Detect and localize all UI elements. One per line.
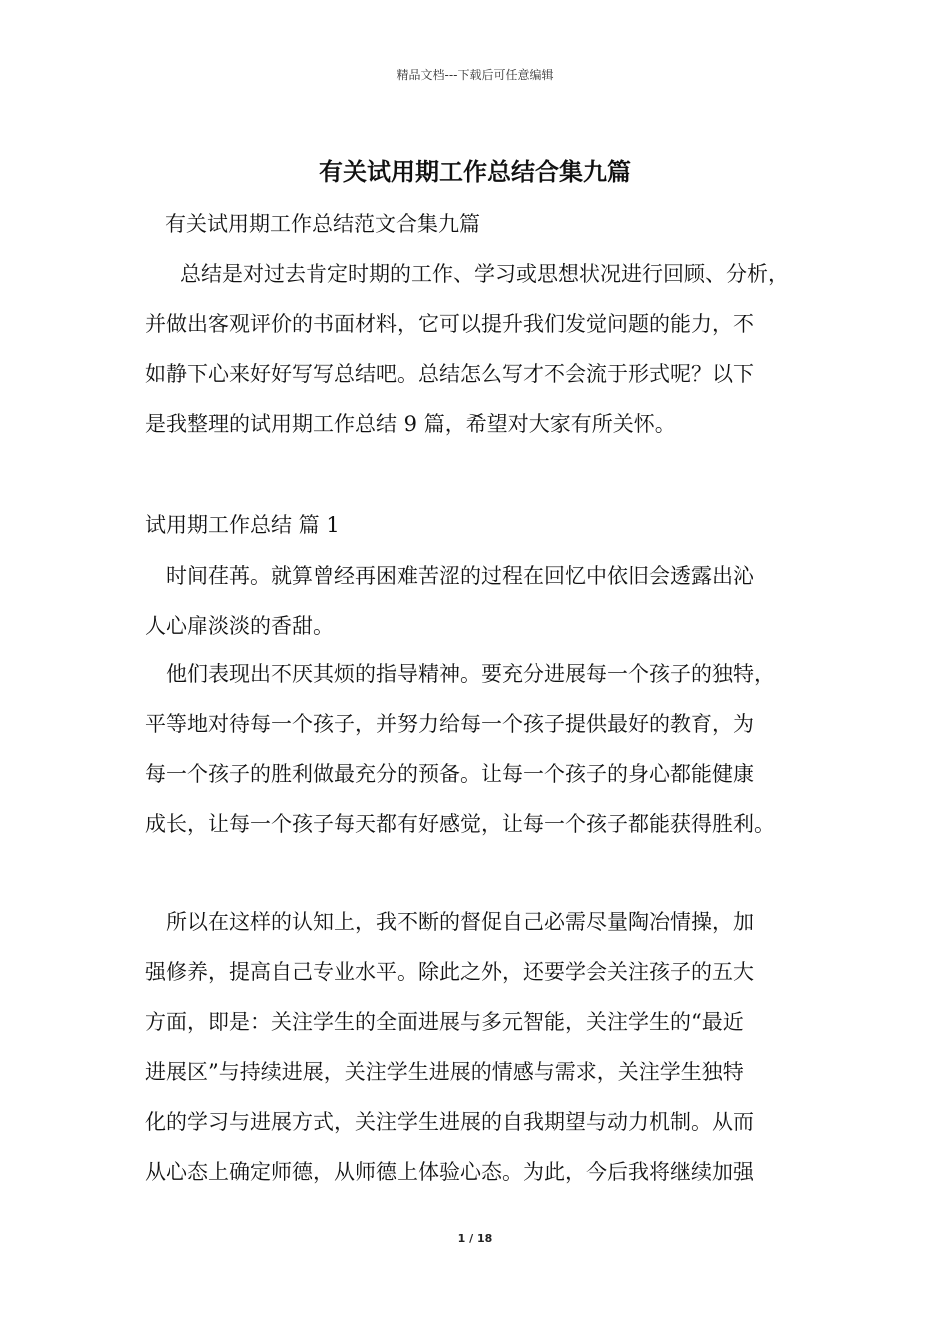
page-number: 1 / 18 [457,1232,493,1245]
intro-line: 是我整理的试用期工作总结 9 篇，希望对大家有所关怀。 [145,412,676,436]
intro-line: 并做出客观评价的书面材料，它可以提升我们发觉问题的能力，不 [145,312,754,336]
paragraph-line: 他们表现出不厌其烦的指导精神。要充分进展每一个孩子的独特， [166,662,775,686]
paragraph-line: 所以在这样的认知上，我不断的督促自己必需尽量陶冶情操，加 [166,910,754,934]
paragraph-line: 化的学习与进展方式，关注学生进展的自我期望与动力机制。从而 [145,1110,754,1134]
section-heading: 试用期工作总结 篇 1 [145,513,340,537]
header-note: 精品文档---下载后可任意编辑 [396,68,554,82]
paragraph-line: 方面，即是：关注学生的全面进展与多元智能，关注学生的“最近 [145,1010,744,1034]
intro-line: 总结是对过去肯定时期的工作、学习或思想状况进行回顾、分析， [180,262,789,286]
paragraph-line: 强修养，提高自己专业水平。除此之外，还要学会关注孩子的五大 [145,960,754,984]
paragraph-line: 时间荏苒。就算曾经再困难苦涩的过程在回忆中依旧会透露出沁 [166,564,754,588]
paragraph-line: 每一个孩子的胜利做最充分的预备。让每一个孩子的身心都能健康 [145,762,754,786]
paragraph-line: 成长，让每一个孩子每天都有好感觉，让每一个孩子都能获得胜利。 [145,812,775,836]
intro-line: 如静下心来好好写写总结吧。总结怎么写才不会流于形式呢？以下 [145,362,754,386]
paragraph-line: 人心扉淡淡的香甜。 [145,614,334,638]
paragraph-line: 平等地对待每一个孩子，并努力给每一个孩子提供最好的教育，为 [145,712,754,736]
paragraph-line: 从心态上确定师德，从师德上体验心态。为此，今后我将继续加强 [145,1160,754,1184]
paragraph-line: 进展区”与持续进展，关注学生进展的情感与需求，关注学生独特 [145,1060,744,1084]
document-subtitle: 有关试用期工作总结范文合集九篇 [165,212,480,236]
document-title: 有关试用期工作总结合集九篇 [319,158,631,186]
